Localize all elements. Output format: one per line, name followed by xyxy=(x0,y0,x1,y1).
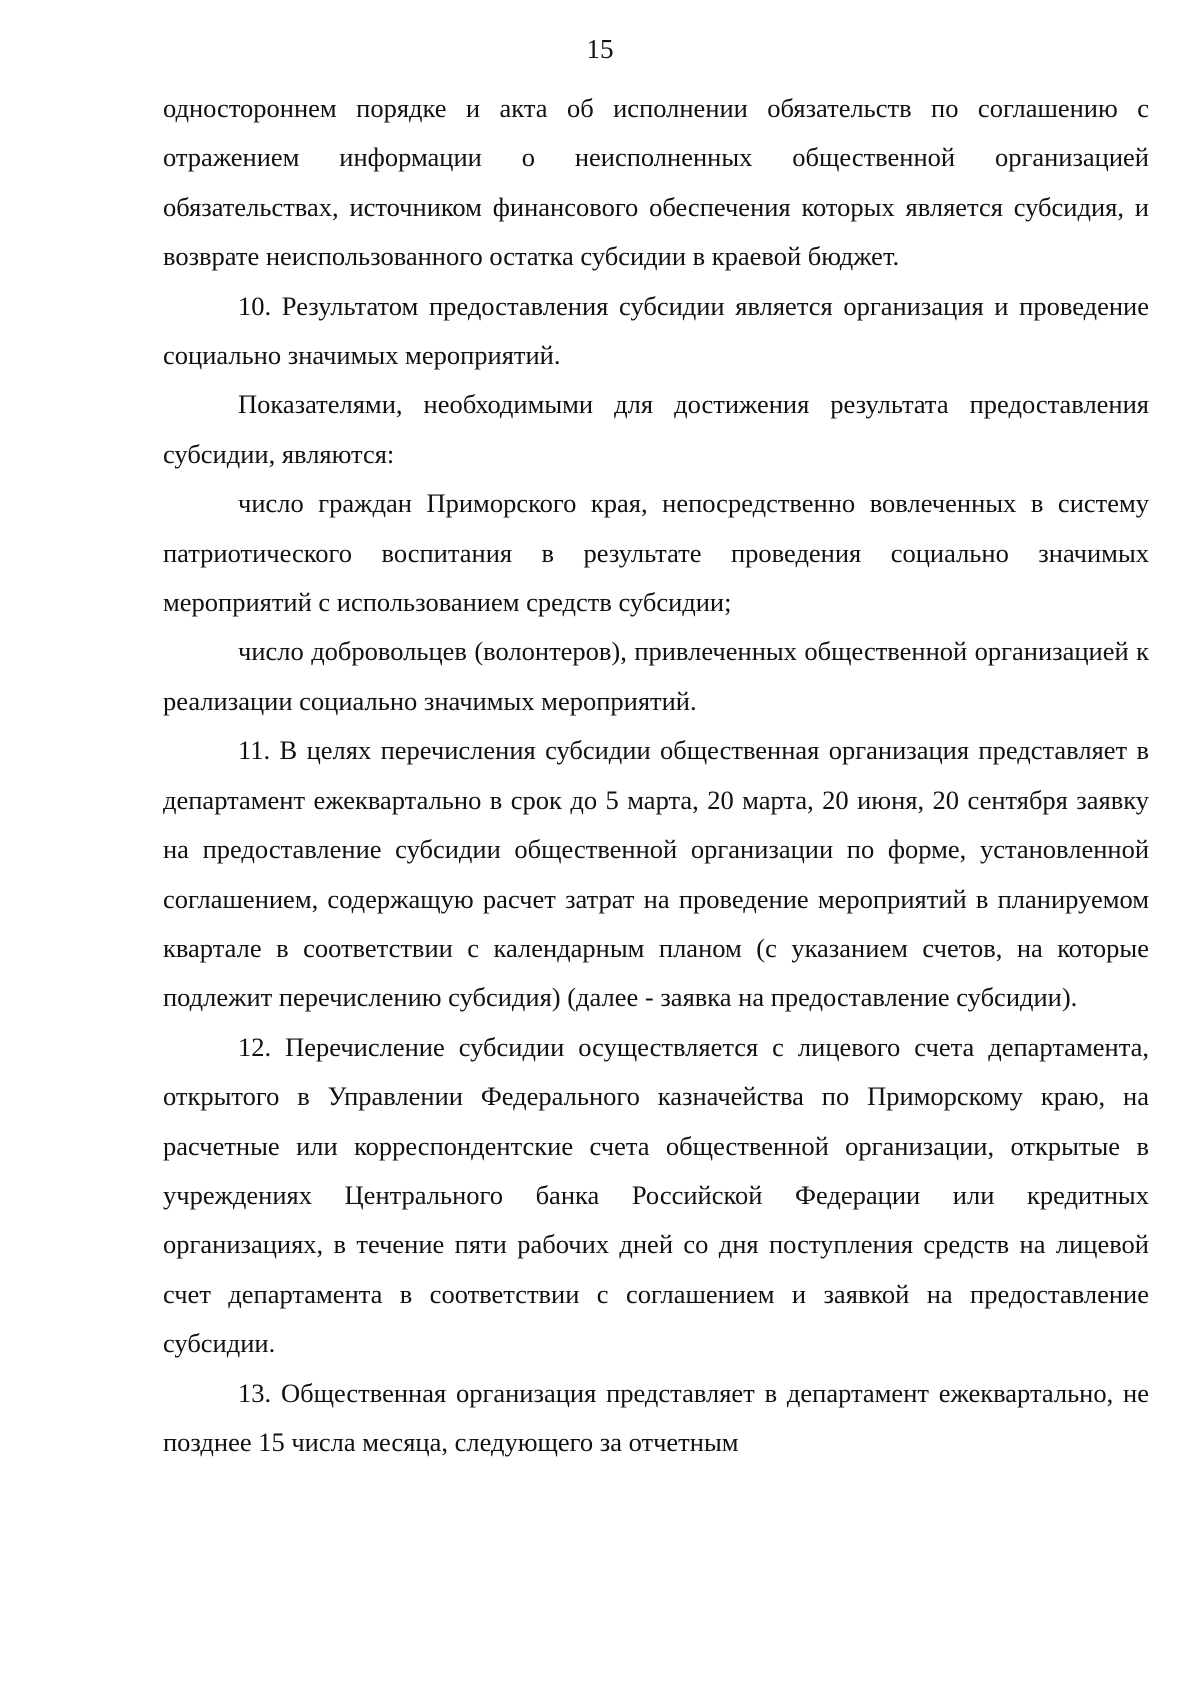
paragraph-continuation: одностороннем порядке и акта об исполнении обязательств по соглашению с отражением информации о неисполненных общественной организацией обязательствах, источником финансового обеспечения которых является субсидия, и возврате неиспользованного остатка субсидии в краевой бюджет. xyxy=(163,93,1149,272)
paragraph-indicator-volunteers: число добровольцев (волонтеров), привлеченных общественной организацией к реализации социально значимых мероприятий. xyxy=(163,636,1149,716)
paragraph-item-13: 13. Общественная организация представляет в департамент ежеквартально, не позднее 15 числа месяца, следующего за отчетным xyxy=(163,1377,1149,1457)
paragraph-item-12: 12. Перечисление субсидии осуществляется с лицевого счета департамента, открытого в Управлении Федерального казначейства по Приморскому краю, на расчетные или корреспондентские счета общественной организации, открытые в учреждениях Центрального банка Российской Федерации или кредитных организациях, в течение пяти рабочих дней со дня поступления средств на лицевой счет департамента в соответствии с соглашением и заявкой на предоставление субсидии. xyxy=(163,1031,1149,1359)
paragraph-indicators-intro: Показателями, необходимыми для достижения результата предоставления субсидии, являются: xyxy=(163,389,1149,469)
document-body xyxy=(163,84,1149,1467)
paragraph-indicator-citizens: число граждан Приморского края, непосредственно вовлеченных в систему патриотического воспитания в результате проведения социально значимых мероприятий с использованием средств субсидии; xyxy=(163,488,1149,618)
paragraph-item-11: 11. В целях перечисления субсидии общественная организация представляет в департамент ежеквартально в срок до 5 марта, 20 марта, 20 июня, 20 сентября заявку на предоставление субсидии общественной организации по форме, установленной соглашением, содержащую расчет затрат на проведение мероприятий в планируемом квартале в соответствии с календарным планом (с указанием счетов, на которые подлежит перечислению субсидия) (далее - заявка на предоставление субсидии). xyxy=(163,735,1149,1013)
paragraph-item-10: 10. Результатом предоставления субсидии является организация и проведение социально значимых мероприятий. xyxy=(163,290,1149,371)
page-number: 15 xyxy=(586,34,614,64)
